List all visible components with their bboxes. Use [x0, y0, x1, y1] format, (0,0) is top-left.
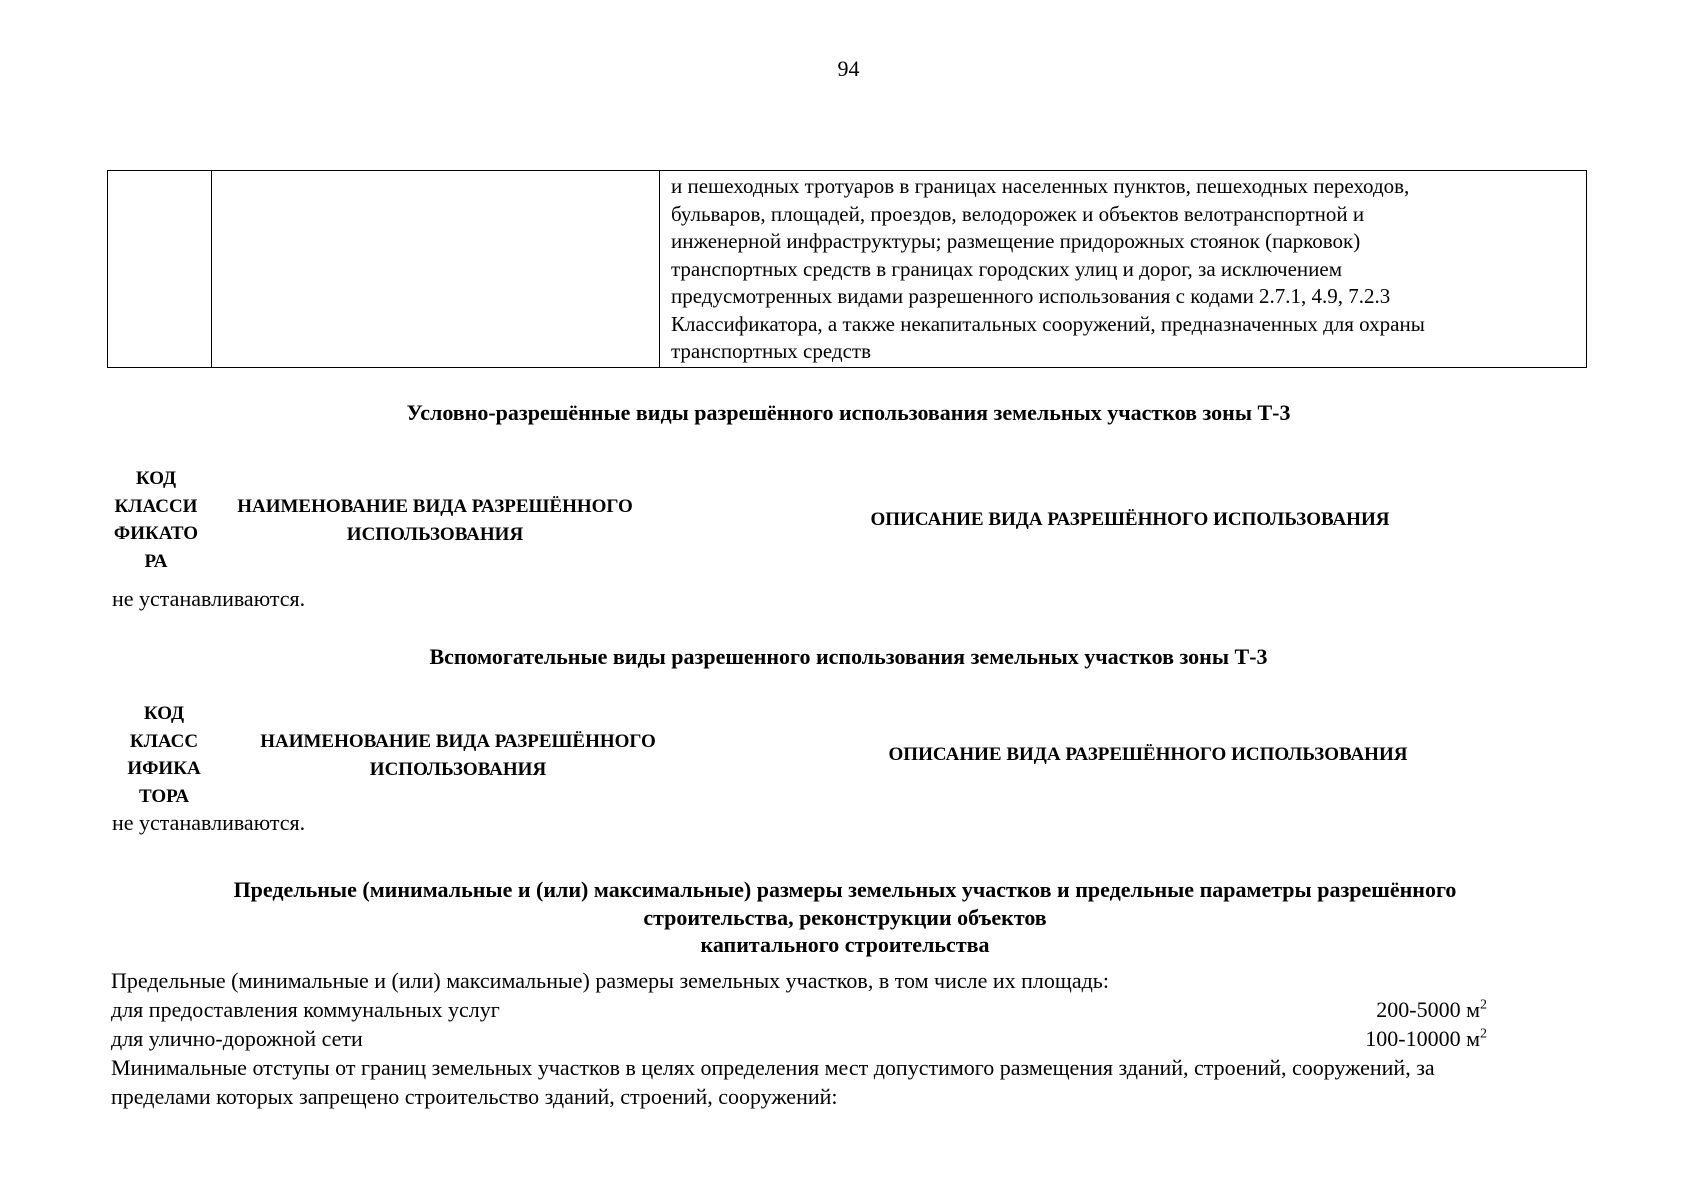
title-line: капитального строительства [700, 932, 990, 957]
description-line: бульваров, площадей, проездов, велодорожек и объектов велотранспортной и [671, 201, 1365, 226]
header-code-line: КЛАСС [129, 730, 199, 752]
header-code-line: КОД [135, 468, 177, 489]
header-code-line: ТОРА [138, 785, 190, 807]
header-name-line: ИСПОЛЬЗОВАНИЯ [369, 758, 547, 780]
header-code-line: КЛАССИ [114, 495, 198, 517]
auxiliary-header-code [116, 700, 212, 810]
description-line: предусмотренных видами разрешенного использования с кодами 2.7.1, 4.9, 7.2.3 [671, 284, 1391, 308]
title-line: строительства, реконструкции объектов [643, 904, 1047, 930]
description-line: инженерной инфраструктуры; размещение придорожных стоянок (парковок) [671, 229, 1361, 253]
header-code-line: ФИКАТО [113, 523, 199, 544]
setback-line: Минимальные отступы от границ земельных участков в целях определения мест допустимого размещения зданий, строений, сооружений, за [111, 1055, 1435, 1080]
continuation-table [107, 170, 1587, 368]
limits-intro: Предельные (минимальные и (или) максимальные) размеры земельных участков, в том числе их площадь: [111, 968, 1109, 993]
auxiliary-header-description: ОПИСАНИЕ ВИДА РАЗРЕШЁННОГО ИСПОЛЬЗОВАНИЯ [888, 744, 1408, 765]
auxiliary-section-title: Вспомогательные виды разрешенного использования земельных участков зоны Т-3 [429, 644, 1268, 669]
header-code-line: КОД [143, 703, 185, 724]
header-name-line: НАИМЕНОВАНИЕ ВИДА РАЗРЕШЁННОГО [237, 496, 633, 517]
description-cell [660, 171, 1587, 368]
conditional-header-code [108, 465, 204, 575]
page-number: 94 [837, 56, 860, 81]
auxiliary-header-name [243, 728, 673, 783]
limit-value: 100-10000 $м^2$ [1365, 1026, 1487, 1051]
header-code-line: ИФИКА [127, 758, 201, 779]
limit-label: для улично-дорожной сети [111, 1026, 363, 1051]
description-line: транспортных средств в границах городских улиц и дорог, за исключением [671, 256, 1342, 281]
limits-body [111, 966, 1587, 1111]
auxiliary-note: не устанавливаются. [112, 810, 306, 835]
description-line: транспортных средств [671, 339, 872, 363]
conditional-header-description: ОПИСАНИЕ ВИДА РАЗРЕШЁННОГО ИСПОЛЬЗОВАНИЯ [870, 509, 1390, 530]
conditional-header-name [220, 493, 650, 548]
limit-row [111, 995, 1587, 1024]
limit-value: 200-5000 $м^2$ [1376, 997, 1487, 1022]
limit-row [111, 1024, 1587, 1053]
conditional-note: не устанавливаются. [112, 586, 306, 611]
limits-section-title [160, 876, 1530, 959]
table-row [108, 171, 1587, 368]
setback-line: пределами которых запрещено строительство зданий, строений, сооружений: [111, 1084, 838, 1109]
name-cell [212, 171, 660, 368]
description-line: и пешеходных тротуаров в границах населенных пунктов, пешеходных переходов, [671, 174, 1410, 198]
conditional-section-title: Условно-разрешённые виды разрешённого использования земельных участков зоны Т-3 [406, 400, 1291, 425]
header-name-line: НАИМЕНОВАНИЕ ВИДА РАЗРЕШЁННОГО [260, 731, 656, 752]
code-cell [108, 171, 212, 368]
header-name-line: ИСПОЛЬЗОВАНИЯ [346, 523, 524, 545]
description-line: Классификатора, а также некапитальных сооружений, предназначенных для охраны [671, 311, 1425, 336]
header-code-line: РА [144, 550, 168, 572]
title-line: Предельные (минимальные и (или) максимальные) размеры земельных участков и предельные параметры разрешённого [233, 877, 1457, 902]
limit-label: для предоставления коммунальных услуг [111, 997, 500, 1022]
